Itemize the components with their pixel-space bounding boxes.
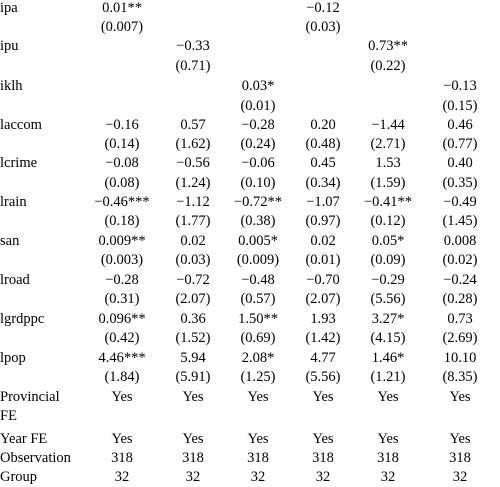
table-cell: −0.13 bbox=[443, 78, 477, 94]
table-cell: −0.41** bbox=[363, 194, 413, 210]
table-row bbox=[0, 96, 478, 116]
table-row bbox=[0, 173, 478, 193]
table-cell: (0.24) bbox=[240, 136, 276, 152]
table-cell: (0.71) bbox=[175, 58, 211, 74]
table-cell: 5.94 bbox=[180, 350, 206, 366]
row-label: Provincial bbox=[0, 389, 60, 405]
table-cell: (0.15) bbox=[442, 98, 478, 114]
table-cell: (5.56) bbox=[305, 369, 341, 385]
table-cell: (5.91) bbox=[175, 369, 211, 385]
table-cell: (1.59) bbox=[370, 175, 406, 191]
table-cell: Yes bbox=[449, 389, 471, 405]
row-label: lroad bbox=[0, 272, 30, 288]
table-row bbox=[0, 348, 477, 368]
table-cell: 32 bbox=[185, 469, 201, 485]
row-label: iklh bbox=[0, 78, 23, 94]
table-cell: (1.77) bbox=[175, 213, 211, 229]
table-row bbox=[0, 387, 474, 407]
table-cell: 0.01** bbox=[102, 0, 142, 16]
table-cell: (0.003) bbox=[100, 252, 144, 268]
table-cell: 0.02 bbox=[180, 233, 206, 249]
table-row bbox=[0, 115, 474, 135]
table-cell: −0.29 bbox=[371, 272, 405, 288]
table-row bbox=[0, 153, 474, 173]
table-cell: (8.35) bbox=[442, 369, 478, 385]
table-cell: (0.09) bbox=[370, 252, 406, 268]
row-label: Observation bbox=[0, 450, 71, 466]
table-cell: 0.008 bbox=[443, 233, 477, 249]
table-cell: (1.45) bbox=[442, 213, 478, 229]
table-cell: 32 bbox=[114, 469, 130, 485]
table-cell: 0.36 bbox=[180, 311, 206, 327]
table-cell: (1.62) bbox=[175, 136, 211, 152]
table-row bbox=[0, 134, 478, 154]
table-cell: 1.46* bbox=[371, 350, 405, 366]
table-row bbox=[0, 328, 478, 348]
table-cell: Yes bbox=[247, 431, 269, 447]
table-cell: 3.27* bbox=[371, 311, 405, 327]
table-cell: (0.22) bbox=[370, 58, 406, 74]
table-row bbox=[0, 309, 474, 329]
table-cell: −0.72** bbox=[233, 194, 283, 210]
table-row bbox=[0, 76, 477, 96]
table-row bbox=[0, 448, 474, 468]
table-row bbox=[0, 56, 474, 76]
table-cell: (0.10) bbox=[240, 175, 276, 191]
row-label: Group bbox=[0, 469, 38, 485]
table-cell: −0.70 bbox=[306, 272, 340, 288]
table-cell: (0.57) bbox=[240, 291, 276, 307]
table-cell: (1.84) bbox=[104, 369, 140, 385]
table-cell: 1.53 bbox=[375, 155, 401, 171]
table-cell: 10.10 bbox=[443, 350, 477, 366]
table-row bbox=[0, 17, 474, 37]
table-cell: 0.005* bbox=[238, 233, 278, 249]
table-cell: (0.42) bbox=[104, 330, 140, 346]
table-cell: 0.02 bbox=[310, 233, 336, 249]
table-cell: −0.56 bbox=[176, 155, 210, 171]
table-row bbox=[0, 289, 478, 309]
table-cell: 0.40 bbox=[447, 155, 473, 171]
table-cell: (0.31) bbox=[104, 291, 140, 307]
table-cell: (1.25) bbox=[240, 369, 276, 385]
table-cell: Yes bbox=[111, 431, 133, 447]
table-cell: (1.52) bbox=[175, 330, 211, 346]
table-row bbox=[0, 211, 478, 231]
table-cell: 32 bbox=[452, 469, 468, 485]
table-cell: (0.01) bbox=[240, 98, 276, 114]
row-label: Year FE bbox=[0, 431, 48, 447]
table-row bbox=[0, 367, 478, 387]
row-label: laccom bbox=[0, 117, 42, 133]
table-cell: (2.71) bbox=[370, 136, 406, 152]
table-cell: (0.18) bbox=[104, 213, 140, 229]
row-label: lpop bbox=[0, 350, 26, 366]
table-row bbox=[0, 192, 477, 212]
table-cell: (0.14) bbox=[104, 136, 140, 152]
table-cell: −0.16 bbox=[105, 117, 139, 133]
table-cell: −1.44 bbox=[371, 117, 405, 133]
table-cell: 1.93 bbox=[310, 311, 336, 327]
table-cell: −0.12 bbox=[306, 0, 340, 16]
table-cell: 0.73** bbox=[368, 38, 408, 54]
table-row bbox=[0, 406, 474, 426]
table-cell: (0.007) bbox=[100, 19, 144, 35]
table-cell: (0.35) bbox=[442, 175, 478, 191]
table-cell: (0.69) bbox=[240, 330, 276, 346]
table-row bbox=[0, 467, 474, 487]
table-cell: 318 bbox=[182, 450, 204, 466]
row-label: san bbox=[0, 233, 20, 249]
table-cell: 2.08* bbox=[241, 350, 275, 366]
table-cell: −1.07 bbox=[306, 194, 340, 210]
table-cell: (2.69) bbox=[442, 330, 478, 346]
table-cell: Yes bbox=[247, 389, 269, 405]
table-row bbox=[0, 270, 477, 290]
table-cell: −0.28 bbox=[241, 117, 275, 133]
table-cell: −0.46*** bbox=[94, 194, 150, 210]
table-cell: Yes bbox=[312, 431, 334, 447]
table-cell: −0.33 bbox=[176, 38, 210, 54]
table-cell: (0.38) bbox=[240, 213, 276, 229]
table-cell: Yes bbox=[377, 389, 399, 405]
row-label: lcrime bbox=[0, 155, 38, 171]
table-cell: (0.01) bbox=[305, 252, 341, 268]
table-cell: 0.096** bbox=[98, 311, 146, 327]
table-cell: Yes bbox=[312, 389, 334, 405]
table-row bbox=[0, 429, 474, 449]
table-cell: 318 bbox=[111, 450, 133, 466]
table-cell: 0.009** bbox=[98, 233, 146, 249]
table-row bbox=[0, 0, 474, 18]
table-cell: (0.97) bbox=[305, 213, 341, 229]
table-cell: 0.46 bbox=[447, 117, 473, 133]
row-label: ipu bbox=[0, 38, 19, 54]
table-cell: (0.12) bbox=[370, 213, 406, 229]
table-cell: (1.24) bbox=[175, 175, 211, 191]
table-cell: (5.56) bbox=[370, 291, 406, 307]
table-cell: (4.15) bbox=[370, 330, 406, 346]
table-cell: Yes bbox=[111, 389, 133, 405]
table-cell: −1.12 bbox=[176, 194, 210, 210]
table-cell: (0.77) bbox=[442, 136, 478, 152]
table-row bbox=[0, 231, 477, 251]
table-cell: 0.45 bbox=[310, 155, 336, 171]
table-cell: (1.21) bbox=[370, 369, 406, 385]
row-label: FE bbox=[0, 408, 17, 424]
table-cell: −0.28 bbox=[105, 272, 139, 288]
table-cell: (0.28) bbox=[442, 291, 478, 307]
table-cell: −0.24 bbox=[443, 272, 477, 288]
table-cell: (2.07) bbox=[175, 291, 211, 307]
row-label: lrain bbox=[0, 194, 27, 210]
row-label: ipa bbox=[0, 0, 18, 16]
table-cell: 32 bbox=[250, 469, 266, 485]
table-cell: Yes bbox=[182, 389, 204, 405]
table-cell: Yes bbox=[449, 431, 471, 447]
table-cell: 0.73 bbox=[447, 311, 473, 327]
table-cell: 4.46*** bbox=[98, 350, 146, 366]
table-cell: 0.03* bbox=[241, 78, 275, 94]
table-cell: (0.08) bbox=[104, 175, 140, 191]
table-cell: Yes bbox=[377, 431, 399, 447]
table-cell: (0.34) bbox=[305, 175, 341, 191]
table-cell: 0.05* bbox=[371, 233, 405, 249]
table-cell: 0.57 bbox=[180, 117, 206, 133]
table-cell: Yes bbox=[182, 431, 204, 447]
table-cell: 0.20 bbox=[310, 117, 336, 133]
table-cell: 32 bbox=[380, 469, 396, 485]
table-cell: 318 bbox=[377, 450, 399, 466]
table-cell: −0.49 bbox=[443, 194, 477, 210]
row-label: lgrdppc bbox=[0, 311, 45, 327]
table-cell: (0.48) bbox=[305, 136, 341, 152]
table-cell: 318 bbox=[247, 450, 269, 466]
table-row bbox=[0, 36, 474, 56]
table-cell: (2.07) bbox=[305, 291, 341, 307]
table-cell: −0.08 bbox=[105, 155, 139, 171]
table-cell: (0.02) bbox=[442, 252, 478, 268]
table-cell: −0.06 bbox=[241, 155, 275, 171]
table-cell: −0.48 bbox=[241, 272, 275, 288]
table-cell: (0.03) bbox=[175, 252, 211, 268]
table-cell: (1.42) bbox=[305, 330, 341, 346]
table-cell: 318 bbox=[449, 450, 471, 466]
table-cell: 32 bbox=[315, 469, 331, 485]
table-cell: 1.50** bbox=[238, 311, 278, 327]
table-row bbox=[0, 250, 478, 270]
table-cell: 318 bbox=[312, 450, 334, 466]
table-cell: −0.72 bbox=[176, 272, 210, 288]
table-cell: (0.03) bbox=[305, 19, 341, 35]
table-cell: 4.77 bbox=[310, 350, 336, 366]
table-cell: (0.009) bbox=[236, 252, 280, 268]
